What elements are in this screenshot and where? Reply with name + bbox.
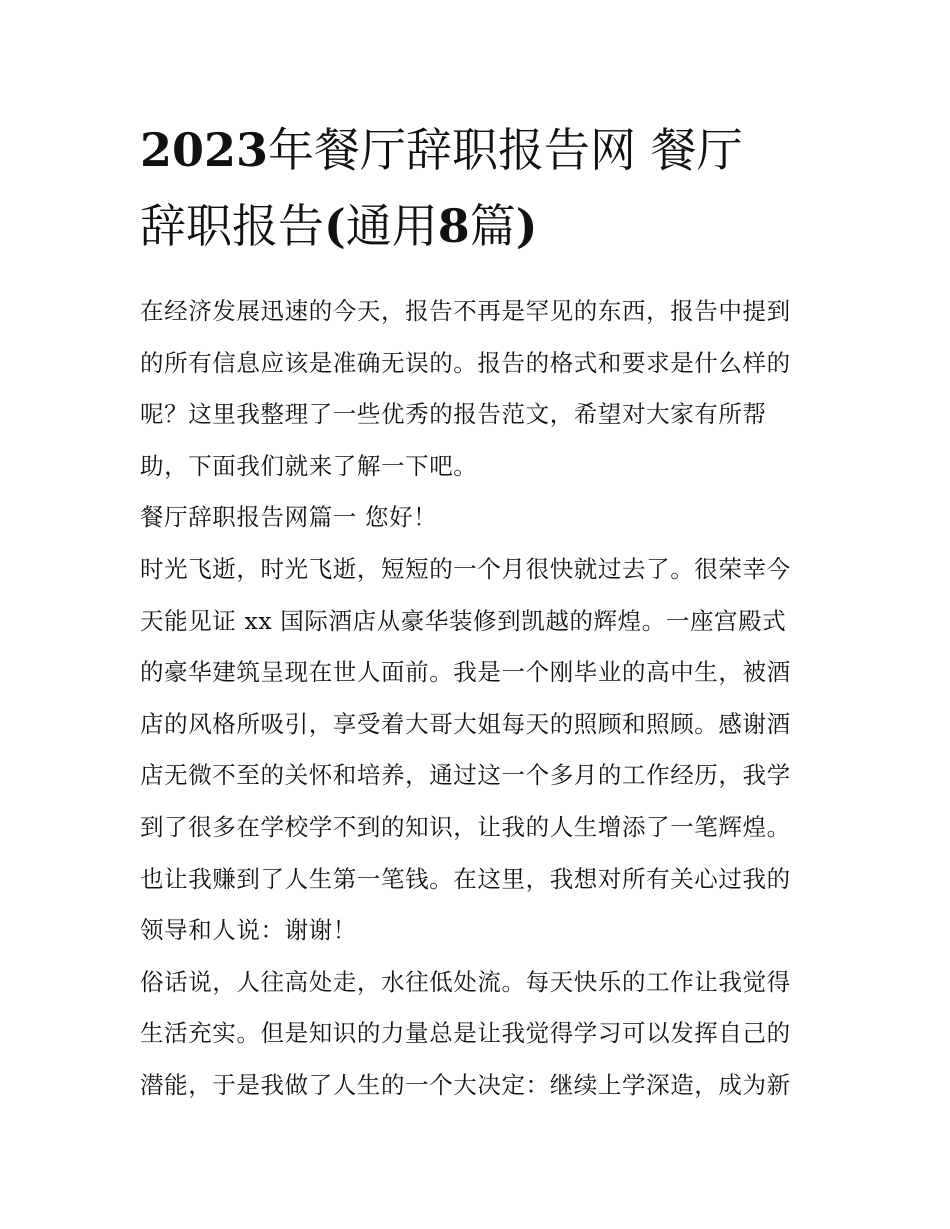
paragraph-line: 天能见证 xx 国际酒店从豪华装修到凯越的辉煌。一座宫殿式 (140, 606, 787, 635)
title-segment: 8 (437, 199, 470, 253)
section-heading: 餐厅辞职报告网篇一 您好！ (140, 503, 438, 532)
document-page (140, 112, 812, 1112)
title-segment: 通用 (345, 199, 438, 253)
title-segment: ) (515, 199, 538, 253)
intro-line: 的所有信息应该是准确无误的。报告的格式和要求是什么样的 (140, 348, 791, 377)
title-segment: ( (324, 199, 346, 253)
paragraph-line: 潜能，于是我做了人生的一个大决定：继续上学深造，成为新 (140, 1070, 791, 1099)
paragraph-line: 的豪华建筑呈现在世人面前。我是一个刚毕业的高中生，被酒 (140, 658, 791, 687)
paragraph-line: 领导和人说：谢谢！ (140, 916, 357, 945)
page-title (140, 112, 812, 264)
intro-line: 助，下面我们就来了解一下吧。 (140, 451, 478, 480)
title-segment: 篇 (469, 199, 516, 253)
document-body (140, 286, 812, 1112)
title-segment: 2023 (140, 123, 269, 177)
intro-line: 在经济发展迅速的今天，报告不再是罕见的东西，报告中提到 (140, 297, 791, 325)
title-segment: 年餐厅辞职报告网 餐厅 (268, 123, 743, 177)
title-line-1 (140, 112, 812, 188)
paragraph-line: 俗话说，人往高处走，水往低处流。每天快乐的工作让我觉得 (140, 967, 791, 996)
paragraph-line: 店的风格所吸引，享受着大哥大姐每天的照顾和照顾。感谢酒 (140, 709, 791, 738)
intro-line: 呢？这里我整理了一些优秀的报告范文，希望对大家有所帮 (140, 400, 767, 429)
paragraph-line: 店无微不至的关怀和培养，通过这一个多月的工作经历，我学 (140, 761, 791, 790)
title-segment: 辞职报告 (140, 199, 324, 253)
paragraph-line: 生活充实。但是知识的力量总是让我觉得学习可以发挥自己的 (140, 1019, 791, 1048)
paragraph-line: 时光飞逝，时光飞逝，短短的一个月很快就过去了。很荣幸今 (140, 554, 791, 583)
paragraph-line: 到了很多在学校学不到的知识，让我的人生增添了一笔辉煌。 (140, 812, 791, 841)
title-line-2 (140, 188, 812, 264)
paragraph-line: 也让我赚到了人生第一笔钱。在这里，我想对所有关心过我的 (140, 864, 791, 893)
